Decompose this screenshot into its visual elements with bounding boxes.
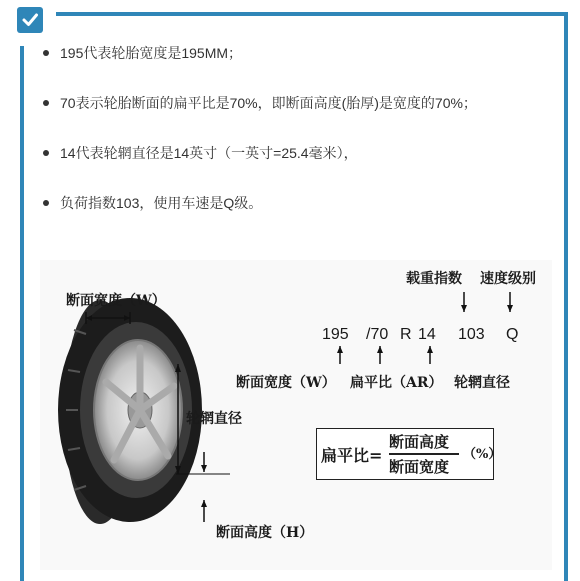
- code-rim-label: 轮辋直径: [454, 375, 510, 391]
- bullet-list: [40, 44, 555, 244]
- code-type: R: [400, 326, 412, 343]
- list-item: [40, 144, 555, 194]
- formula-suffix: （%）: [463, 447, 502, 462]
- list-item-text: 70表示轮胎断面的扁平比是70%，即断面高度(胎厚)是宽度的70%；: [60, 95, 477, 111]
- bullet-dot-icon: [43, 50, 49, 56]
- list-item: [40, 44, 555, 94]
- formula-denominator: 断面宽度: [389, 458, 450, 476]
- formula-left: 扁平比=: [321, 446, 383, 465]
- fraction-bar: [389, 453, 459, 455]
- section-width-label: 断面宽度（W）: [66, 293, 166, 309]
- frame-top-border: [56, 12, 568, 16]
- aspect-ratio-formula: [316, 428, 502, 480]
- code-speed: Q: [506, 326, 519, 343]
- list-item: [40, 94, 555, 144]
- list-item: [40, 194, 555, 244]
- code-width: 195: [322, 326, 349, 343]
- list-item-text: 负荷指数103，使用车速是Q级。: [60, 195, 263, 211]
- bullet-dot-icon: [43, 200, 49, 206]
- rim-diameter-label: 轮辋直径: [186, 411, 242, 427]
- aspect-ratio-label: 扁平比（AR）: [350, 375, 443, 391]
- formula-numerator: 断面高度: [389, 433, 450, 451]
- tire-spec-figure: [40, 260, 552, 570]
- load-index-label: 载重指数: [406, 271, 462, 287]
- list-item-text: 195代表轮胎宽度是195MM；: [60, 45, 243, 61]
- checkmark-icon: [17, 7, 43, 33]
- bullet-dot-icon: [43, 150, 49, 156]
- code-load: 103: [458, 326, 485, 343]
- bullet-dot-icon: [43, 100, 49, 106]
- code-rim: 14: [418, 326, 436, 343]
- code-ratio: /70: [366, 326, 389, 343]
- list-item-text: 14代表轮辋直径是14英寸（一英寸=25.4毫米），: [60, 145, 358, 161]
- code-width-label: 断面宽度（W）: [236, 375, 336, 391]
- section-height-label: 断面高度（H）: [216, 525, 314, 541]
- frame-left-border: [20, 46, 24, 581]
- speed-rating-label: 速度级别: [480, 271, 536, 287]
- frame-right-border: [564, 12, 568, 581]
